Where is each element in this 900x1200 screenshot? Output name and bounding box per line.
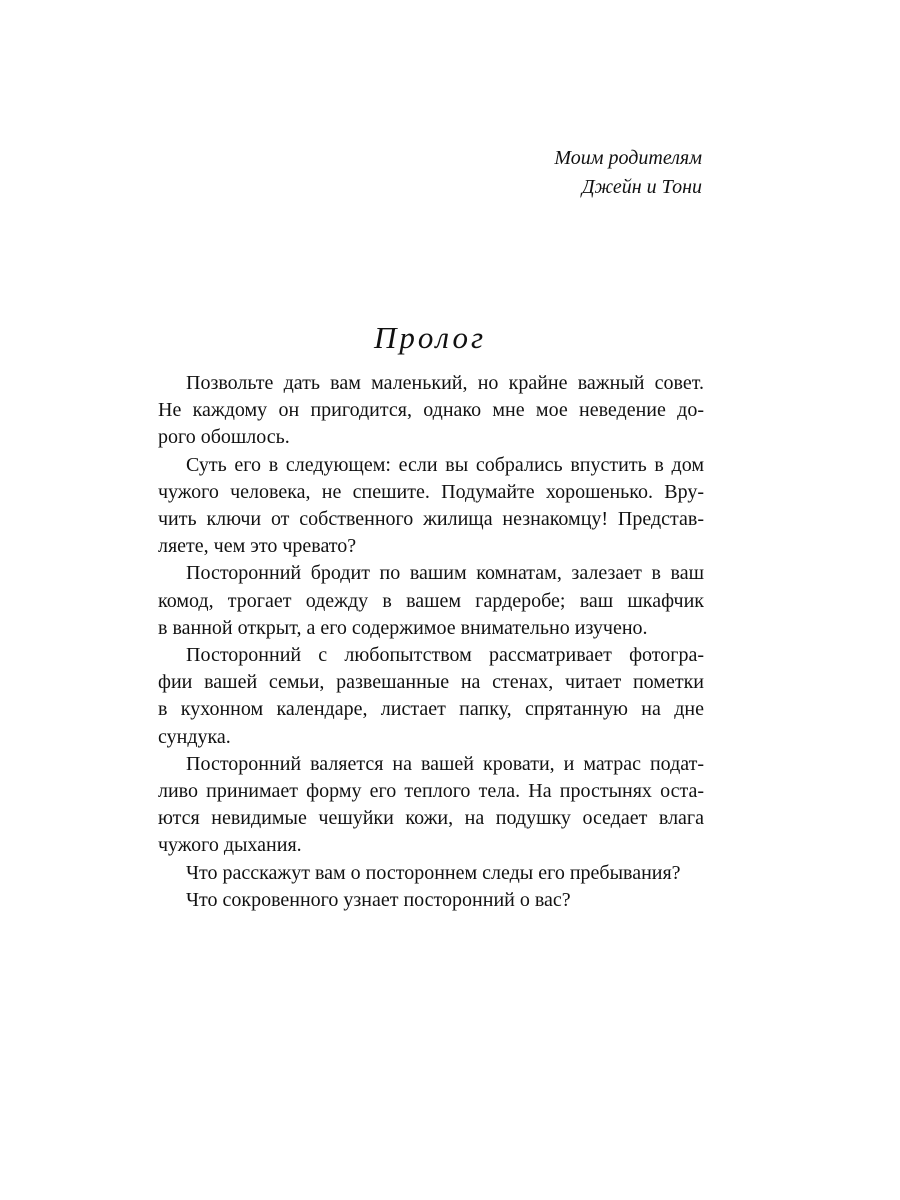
text-line: ливо принимает форму его теплого тела. На простынях оста- (158, 780, 704, 803)
text-line: Не каждому он пригодится, однако мне мое неведение до- (158, 399, 704, 422)
text-line: ляете, чем это чревато? (158, 535, 357, 558)
text-line: рого обошлось. (158, 426, 290, 449)
text-line: сундука. (158, 725, 231, 748)
text-line: Посторонний бродит по вашим комнатам, залезает в ваш (186, 562, 704, 585)
paragraph (158, 887, 704, 914)
text-line: фии вашей семьи, развешанные на стенах, читает пометки (158, 671, 704, 694)
text-line: в ванной открыт, а его содержимое внимательно изучено. (158, 616, 648, 639)
paragraph (158, 751, 704, 860)
paragraph (158, 860, 704, 887)
text-line: Позвольте дать вам маленький, но крайне важный совет. (186, 372, 704, 394)
text-line: Что сокровенного узнает посторонний о вас? (186, 888, 571, 911)
paragraph (158, 452, 704, 561)
text-line: чить ключи от собственного жилища незнакомцу! Представ- (158, 508, 704, 531)
text-line: комод, трогает одежду в вашем гардеробе; ваш шкафчик (158, 589, 704, 612)
text-line: чужого дыхания. (158, 834, 302, 857)
chapter-title: Пролог (373, 320, 487, 355)
paragraph (158, 642, 704, 751)
text-line: Суть его в следующем: если вы собрались впустить в дом (186, 453, 704, 476)
text-line: Посторонний валяется на вашей кровати, и матрас подат- (186, 752, 704, 775)
dedication-line: Моим родителям (554, 147, 702, 169)
paragraph (158, 560, 704, 642)
paragraph (158, 370, 704, 452)
text-line: Посторонний с любопытством рассматривает фотогра- (186, 644, 704, 667)
text-line: в кухонном календаре, листает папку, спрятанную на дне (158, 698, 704, 721)
dedication (302, 144, 702, 202)
text-line: ются невидимые чешуйки кожи, на подушку оседает влага (158, 807, 704, 830)
text-line: чужого человека, не спешите. Подумайте хорошенько. Вру- (158, 480, 704, 503)
dedication-line: Джейн и Тони (581, 176, 702, 198)
prologue-text (158, 370, 704, 914)
text-line: Что расскажут вам о постороннем следы его пребывания? (186, 861, 681, 884)
